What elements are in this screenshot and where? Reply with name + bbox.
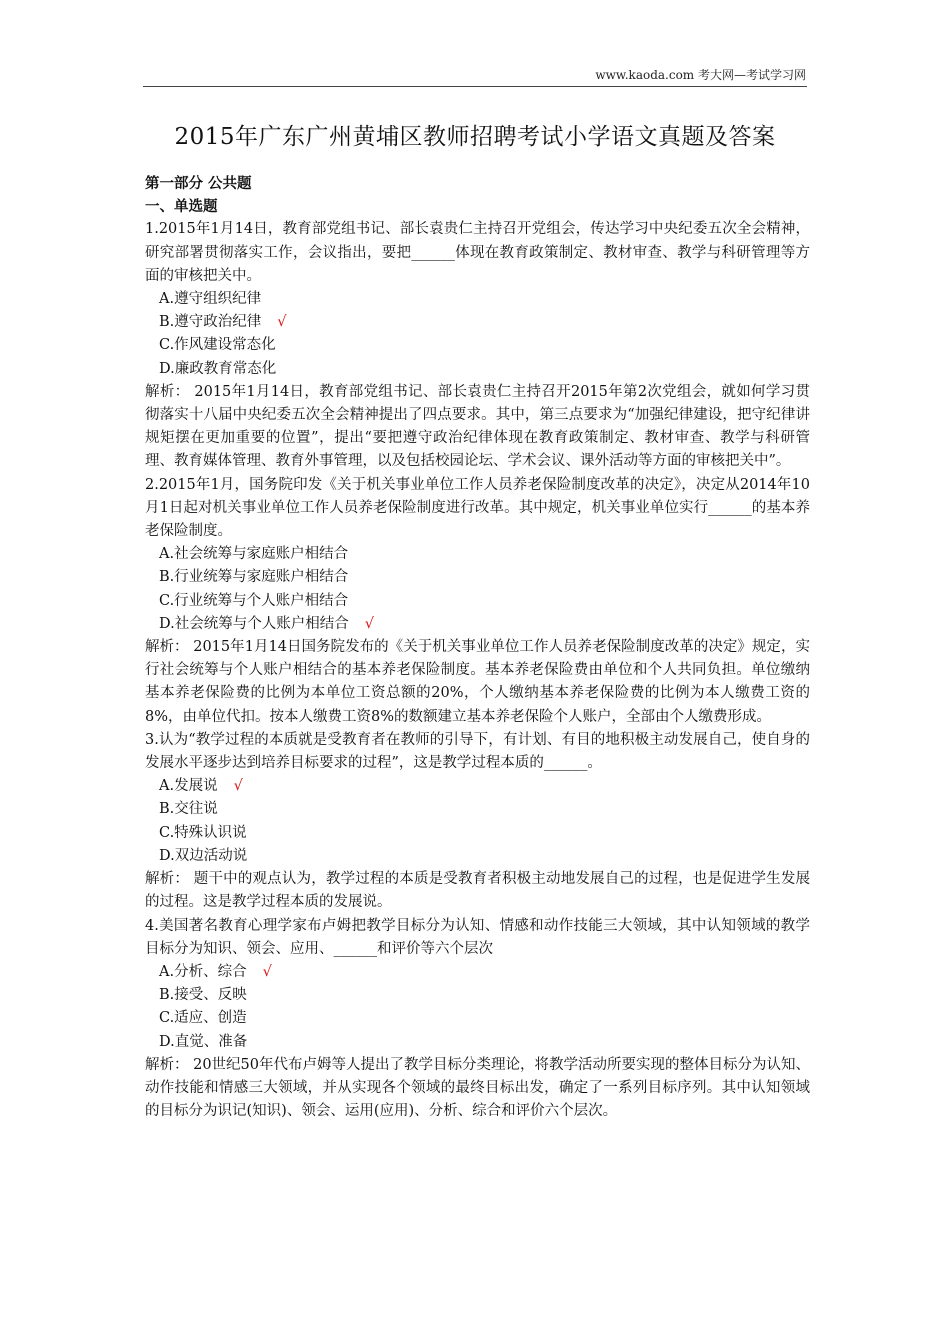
question-option — [145, 288, 810, 311]
question-stem: 3.认为“教学过程的本质就是受教育者在教师的引导下，有计划、有目的地积极主动发展自己，使自身的发展水平逐步达到培养目标要求的过程”，这是教学过程本质的______。 — [145, 731, 810, 772]
option-text: D.直觉、准备 — [159, 1033, 248, 1050]
header-site-text: www.kaoda.com 考大网—考试学习网 — [595, 68, 806, 82]
check-mark-icon: √ — [233, 778, 243, 795]
question-option — [145, 1031, 810, 1054]
question-analysis: 解析： 题干中的观点认为，教学过程的本质是受教育者积极主动地发展自己的过程，也是促进学生发展的过程。这是教学过程本质的发展说。 — [145, 871, 810, 911]
question-analysis: 解析： 20世纪50年代布卢姆等人提出了教学目标分类理论，将教学活动所要实现的整体目标分为认知、动作技能和情感三大领域，并从实现各个领域的最终目标出发，确定了一系列目标序列。其中认知领域的目标分为识记(知识)、领会、运用(应用)、分析、综合和评价六个层次。 — [145, 1056, 811, 1120]
option-text: C.作风建设常态化 — [159, 337, 276, 354]
question-option — [145, 1007, 810, 1030]
question-option — [145, 845, 810, 868]
option-text: C.适应、创造 — [159, 1010, 247, 1027]
check-mark-icon: √ — [262, 963, 272, 980]
question-analysis: 解析： 2015年1月14日，教育部党组书记、部长袁贵仁主持召开2015年第2次党组会，就如何学习贯彻落实十八届中央纪委五次全会精神提出了四点要求。其中，第三点要求为“加强纪律建设，把守纪律讲规矩摆在更加重要的位置”，提出“要把遵守政治纪律体现在教育政策制定、教材审查、教学与科研管理、教育媒体管理、教育外事管理，以及包括校园论坛、学术会议、课外活动等方面的审核把关中”。 — [145, 383, 810, 470]
question-stem: 2.2015年1月，国务院印发《关于机关事业单位工作人员养老保险制度改革的决定》，决定从2014年10月1日起对机关事业单位工作人员养老保险制度进行改革。其中规定，机关事业单位实行______的基本养老保险制度。 — [145, 476, 810, 540]
question-stem: 4.美国著名教育心理学家布卢姆把教学目标分为认知、情感和动作技能三大领域，其中认知领域的教学目标分为知识、领会、应用、______和评价等六个层次 — [145, 917, 810, 957]
question-option — [145, 775, 810, 798]
option-text: D.双边活动说 — [159, 847, 248, 864]
question-stem: 1.2015年1月14日，教育部党组书记、部长袁贵仁主持召开党组会，传达学习中央纪委五次全会精神，研究部署贯彻落实工作，会议指出，要把______体现在教育政策制定、教材审查、教学与科研管理等方面的审核把关中。 — [145, 221, 810, 284]
document-body — [145, 172, 810, 1123]
option-text: B.行业统筹与家庭账户相结合 — [159, 569, 349, 586]
question-option — [145, 566, 810, 589]
option-text: C.特殊认识说 — [159, 824, 247, 841]
document-title: 2015年广东广州黄埔区教师招聘考试小学语文真题及答案 — [174, 124, 776, 150]
section-heading: 一、单选题 — [145, 198, 218, 216]
part-heading: 第一部分 公共题 — [145, 175, 252, 192]
option-text: B.接受、反映 — [159, 987, 247, 1004]
option-text: A.分析、综合 — [159, 963, 247, 980]
option-text: A.遵守组织纪律 — [159, 291, 262, 308]
question-option — [145, 590, 810, 613]
question-option — [145, 311, 810, 334]
question-analysis: 解析： 2015年1月14日国务院发布的《关于机关事业单位工作人员养老保险制度改革的决定》规定，实行社会统筹与个人账户相结合的基本养老保险制度。基本养老保险费由单位和个人共同负担。单位缴纳基本养老保险费的比例为本单位工资总额的20%，个人缴纳基本养老保险费的比例为本人缴费工资的8%，由单位代扣。按本人缴费工资8%的数额建立基本养老保险个人账户，全部由个人缴费形成。 — [145, 639, 810, 725]
option-text: C.行业统筹与个人账户相结合 — [159, 592, 349, 609]
question-option — [145, 822, 810, 845]
option-text: D.廉政教育常态化 — [159, 360, 277, 377]
question-option — [145, 334, 810, 357]
question-option — [145, 984, 810, 1007]
question-option — [145, 798, 810, 821]
question-option — [145, 543, 810, 566]
header-divider — [143, 86, 807, 87]
option-text: B.交往说 — [159, 801, 218, 818]
option-text: A.社会统筹与家庭账户相结合 — [159, 546, 349, 563]
question-option — [145, 961, 810, 984]
check-mark-icon: √ — [277, 314, 287, 331]
option-text: B.遵守政治纪律 — [159, 314, 262, 331]
question-option — [145, 358, 810, 381]
check-mark-icon: √ — [364, 615, 374, 632]
option-text: D.社会统筹与个人账户相结合 — [159, 615, 349, 632]
option-text: A.发展说 — [159, 778, 218, 795]
question-option — [145, 613, 810, 636]
